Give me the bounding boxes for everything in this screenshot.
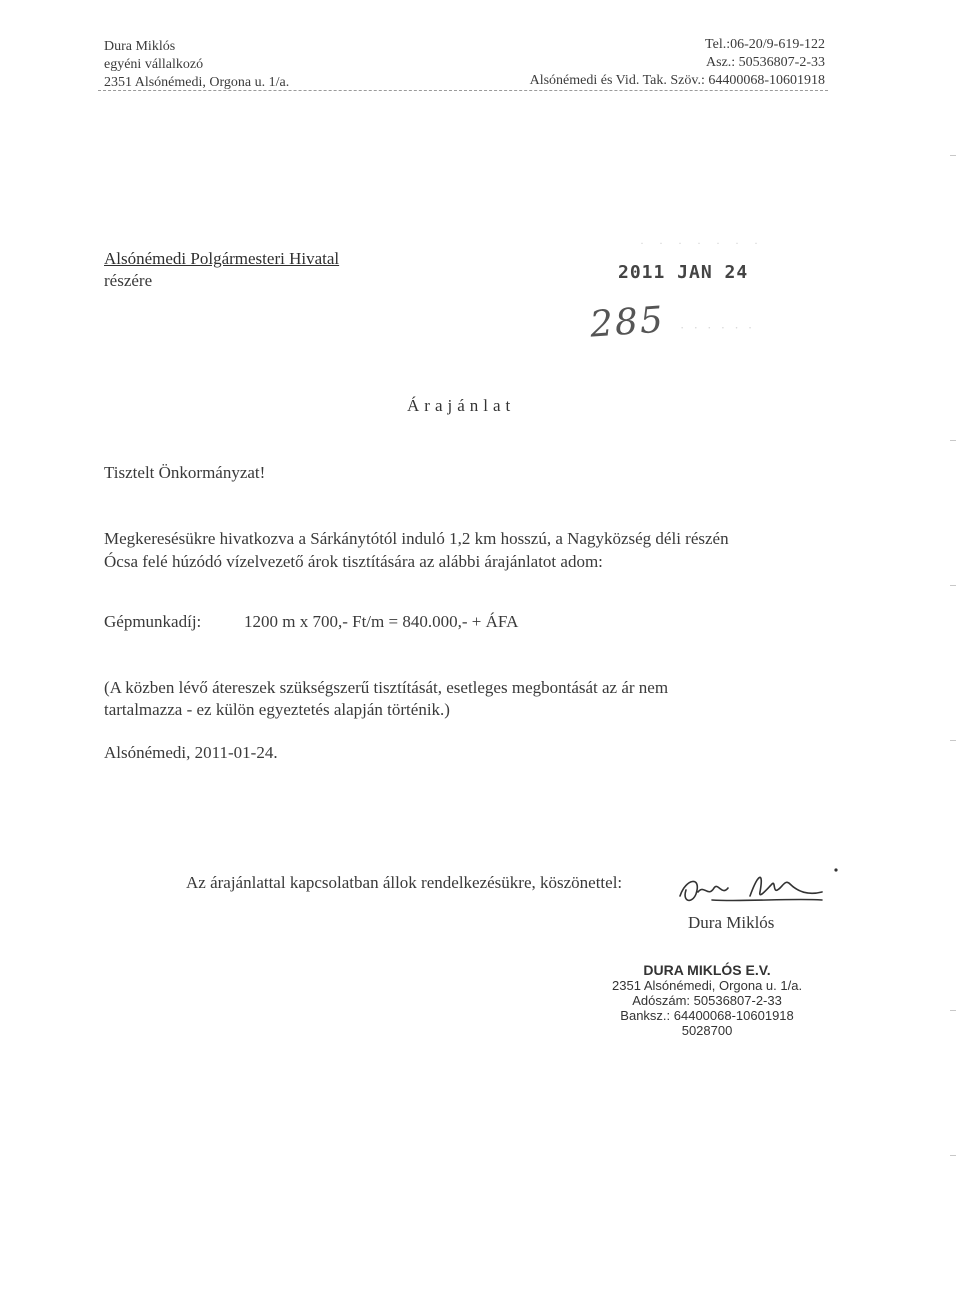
scan-speck xyxy=(950,1010,956,1011)
sender-role: egyéni vállalkozó xyxy=(104,57,204,72)
body-line-1: Megkeresésükre hivatkozva a Sárkánytótól induló 1,2 km hosszú, a Nagyközség déli részén xyxy=(104,529,729,548)
recipient-block xyxy=(104,248,339,292)
letterhead-left xyxy=(104,38,289,92)
salutation: Tisztelt Önkormányzat! xyxy=(104,463,266,482)
price-calculation: 1200 m x 700,- Ft/m = 840.000,- + ÁFA xyxy=(244,612,519,631)
place-and-date: Alsónémedi, 2011-01-24. xyxy=(104,743,278,762)
sender-bank-account: Alsónémedi és Vid. Tak. Szöv.: 64400068-10601918 xyxy=(529,73,825,88)
signatory-name: Dura Miklós xyxy=(688,913,775,932)
scan-speck xyxy=(950,585,956,586)
stamp-company-name: DURA MIKLÓS E.V. xyxy=(643,962,771,978)
stamp-bank-account: Banksz.: 64400068-10601918 xyxy=(620,1008,794,1023)
stamp-address: 2351 Alsónémedi, Orgona u. 1/a. xyxy=(612,978,803,993)
received-date-stamp: 2011 JAN 24 xyxy=(618,262,749,283)
closing-sentence: Az árajánlattal kapcsolatban állok rendelkezésükre, köszönettel: xyxy=(186,873,623,892)
body-paragraph xyxy=(104,527,729,573)
scan-speck xyxy=(950,155,956,156)
stamp-tax-number: Adószám: 50536807-2-33 xyxy=(632,993,782,1008)
stamp-faded-text: · · · · · · · xyxy=(640,236,764,250)
document-title: Árajánlat xyxy=(407,396,516,415)
recipient-suffix: részére xyxy=(104,271,153,290)
sender-phone: Tel.:06-20/9-619-122 xyxy=(705,37,825,52)
company-stamp xyxy=(612,963,802,1038)
note-line-1: (A közben lévő átereszek szükségszerű tisztítását, esetleges megbontását az ár nem xyxy=(104,678,669,697)
recipient-organization: Alsónémedi Polgármesteri Hivatal xyxy=(104,249,340,268)
stamp-number: 5028700 xyxy=(681,1023,733,1038)
scan-speck xyxy=(950,1155,956,1156)
body-line-2: Ócsa felé húzódó vízelvezető árok tisztítására az alábbi árajánlatot adom: xyxy=(104,552,603,571)
stamp-faded-text-2: · · · · · · xyxy=(680,320,756,335)
price-label: Gépmunkadíj: xyxy=(104,612,202,631)
scan-speck xyxy=(950,440,956,441)
price-note xyxy=(104,677,668,721)
handwritten-registration-number: 285 xyxy=(588,299,667,346)
sender-name: Dura Miklós xyxy=(104,39,176,54)
handwritten-signature xyxy=(672,862,852,912)
sender-tax-number: Asz.: 50536807-2-33 xyxy=(706,55,825,70)
scan-speck xyxy=(950,740,956,741)
letterhead-divider xyxy=(98,90,828,91)
letterhead-right xyxy=(530,36,825,90)
note-line-2: tartalmazza - ez külön egyeztetés alapján történik.) xyxy=(104,700,450,719)
sender-address: 2351 Alsónémedi, Orgona u. 1/a. xyxy=(104,75,290,90)
